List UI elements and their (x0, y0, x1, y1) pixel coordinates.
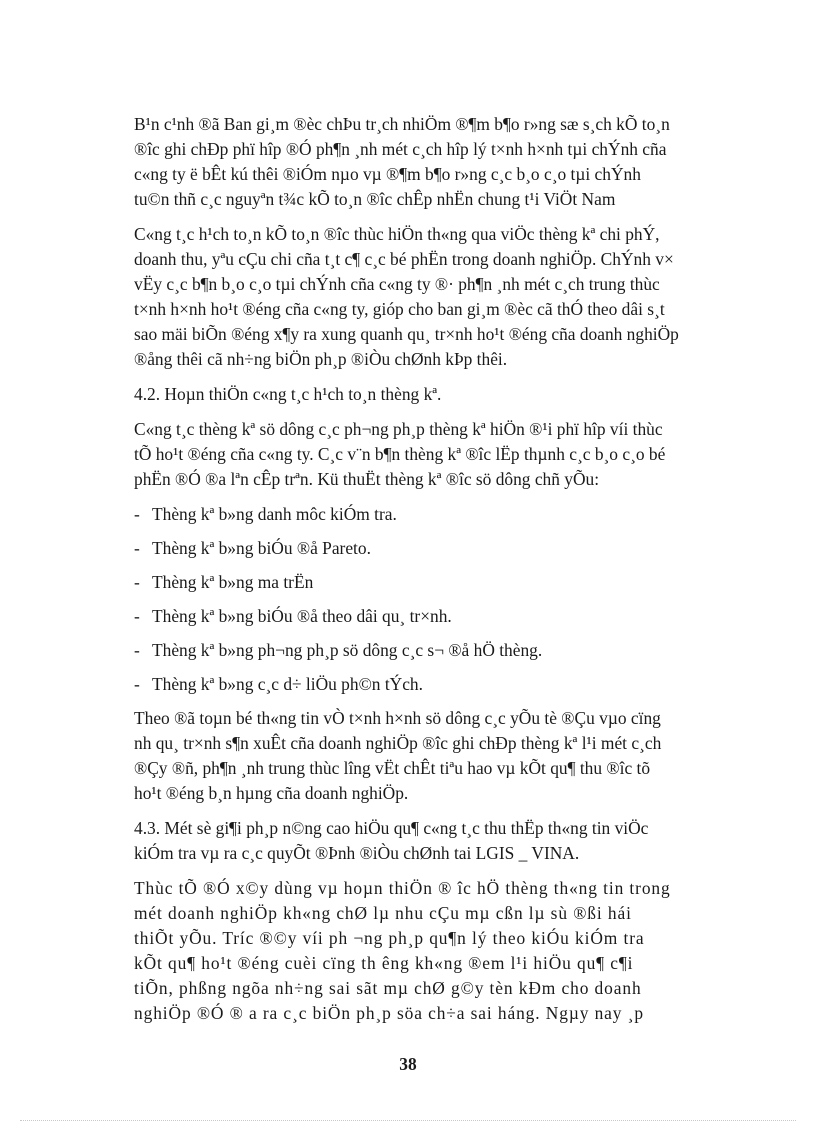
text-line: ®Çy ®ñ, ph¶n ¸nh trung thùc lîng vËt chÊt tiªu hao vµ kÕt qu¶ thu ®îc tõ (134, 758, 651, 778)
list-item-text: Thèng kª b»ng ph¬ng ph¸p sö dông c¸c s¬ ®å hÖ thèng. (152, 640, 543, 660)
bullet-marker: - (134, 640, 140, 660)
text-line: mét doanh nghiÖp kh«ng chØ lµ nhu cÇu mµ cßn lµ sù ®ßi hái (134, 903, 632, 923)
text-line: tu©n thñ c¸c nguyªn t¾c kÕ to¸n ®îc chÊp nhËn chung t¹i ViÖt Nam (134, 189, 616, 209)
text-line: nghiÖp ®Ó ® a ra c¸c biÖn ph¸p söa ch÷a sai háng. Ngµy nay ¸p (134, 1003, 644, 1023)
text-line: Thùc tÕ ®Ó x©y dùng vµ hoµn thiÖn ® îc hÖ thèng th«ng tin trong (134, 878, 671, 898)
list-item (134, 502, 741, 527)
list-item (134, 638, 741, 663)
text-line: sao mäi biÕn ®éng x¶y ra xung quanh qu¸ tr×nh ho¹t ®éng cña doanh nghiÖp (134, 324, 679, 344)
section-heading-4-3 (134, 816, 741, 866)
list-item (134, 536, 741, 561)
bullet-marker: - (134, 572, 140, 592)
text-line: vËy c¸c b¶n b¸o c¸o tµi chÝnh cña c«ng ty ®· ph¶n ¸nh mét c¸ch trung thùc (134, 274, 660, 294)
text-line: B¹n c¹nh ®ã Ban gi¸m ®èc chÞu tr¸ch nhiÖm ®¶m b¶o r»ng sæ s¸ch kÕ to¸n (134, 114, 670, 134)
paragraph-statistics-work (134, 417, 741, 492)
section-heading-4-2: 4.2. Hoµn thiÖn c«ng t¸c h¹ch to¸n thèng kª. (134, 384, 442, 404)
text-line: ®îc ghi chÐp phï hîp ®Ó ph¶n ¸nh mét c¸ch hîp lý t×nh h×nh tµi chÝnh cña (134, 139, 667, 159)
paragraph-accounting-work (134, 222, 741, 372)
text-line: ho¹t ®éng b¸n hµng cña doanh nghiÖp. (134, 783, 409, 803)
text-line: nh qu¸ tr×nh s¶n xuÊt cña doanh nghiÖp ®îc ghi chÐp thèng kª l¹i mét c¸ch (134, 733, 662, 753)
list-item-text: Thèng kª b»ng danh môc kiÓm tra. (152, 504, 397, 524)
bullet-marker: - (134, 504, 140, 524)
text-line: C«ng t¸c thèng kª sö dông c¸c ph¬ng ph¸p thèng kª hiÖn ®¹i phï hîp víi thùc (134, 419, 663, 439)
text-line: kÕt qu¶ ho¹t ®éng cuèi cïng th êng kh«ng ®em l¹i hiÖu qu¶ c¶i (134, 953, 634, 973)
text-line: c«ng ty ë bÊt kú thêi ®iÓm nµo vµ ®¶m b¶o r»ng c¸c b¸o c¸o tµi chÝnh (134, 164, 641, 184)
paragraph-information-system (134, 876, 741, 1026)
bullet-marker: - (134, 606, 140, 626)
text-line: phËn ®Ó ®a lªn cÊp trªn. Kü thuËt thèng kª ®îc sö dông chñ yÕu: (134, 469, 600, 489)
list-item (134, 604, 741, 629)
text-line: C«ng t¸c h¹ch to¸n kÕ to¸n ®îc thùc hiÖn th«ng qua viÖc thèng kª chi phÝ, (134, 224, 660, 244)
text-line: 4.3. Mét sè gi¶i ph¸p n©ng cao hiÖu qu¶ c«ng t¸c thu thËp th«ng tin viÖc (134, 818, 649, 838)
text-line: Theo ®ã toµn bé th«ng tin vÒ t×nh h×nh sö dông c¸c yÕu tè ®Çu vµo cïng (134, 708, 661, 728)
text-line: thiÕt yÕu. Tríc ®©y víi ph ¬ng ph¸p qu¶n lý theo kiÓu kiÓm tra (134, 928, 645, 948)
text-line: ®ång thêi cã nh÷ng biÖn ph¸p ®iÒu chØnh kÞp thêi. (134, 349, 508, 369)
page-number: 38 (399, 1054, 417, 1074)
text-line: tÕ ho¹t ®éng cña c«ng ty. C¸c v¨n b¶n thèng kª ®îc lËp thµnh c¸c b¸o c¸o bé (134, 444, 666, 464)
page-bottom-divider (20, 1120, 796, 1121)
page-content (134, 112, 741, 1036)
list-item-text: Thèng kª b»ng c¸c d÷ liÖu ph©n tÝch. (152, 674, 423, 694)
text-line: doanh thu, yªu cÇu chi cña t¸t c¶ c¸c bé phËn trong doanh nghiÖp. ChÝnh v× (134, 249, 674, 269)
list-item-text: Thèng kª b»ng biÓu ®å theo dâi qu¸ tr×nh. (152, 606, 452, 626)
paragraph-management-responsibility (134, 112, 741, 212)
text-line: kiÓm tra vµ ra c¸c quyÕt ®Þnh ®iÒu chØnh tai LGIS _ VINA. (134, 843, 580, 863)
text-line: t×nh h×nh ho¹t ®éng cña c«ng ty, gióp cho ban gi¸m ®èc cã thÓ theo dâi s¸t (134, 299, 665, 319)
bullet-marker: - (134, 538, 140, 558)
text-line: tiÕn, phßng ngõa nh÷ng sai sãt mµ chØ g©y tèn kÐm cho doanh (134, 978, 642, 998)
statistics-techniques-list (134, 502, 741, 697)
list-item-text: Thèng kª b»ng ma trËn (152, 572, 314, 592)
list-item-text: Thèng kª b»ng biÓu ®å Pareto. (152, 538, 371, 558)
list-item (134, 570, 741, 595)
paragraph-information-recording (134, 706, 741, 806)
bullet-marker: - (134, 674, 140, 694)
list-item (134, 672, 741, 697)
